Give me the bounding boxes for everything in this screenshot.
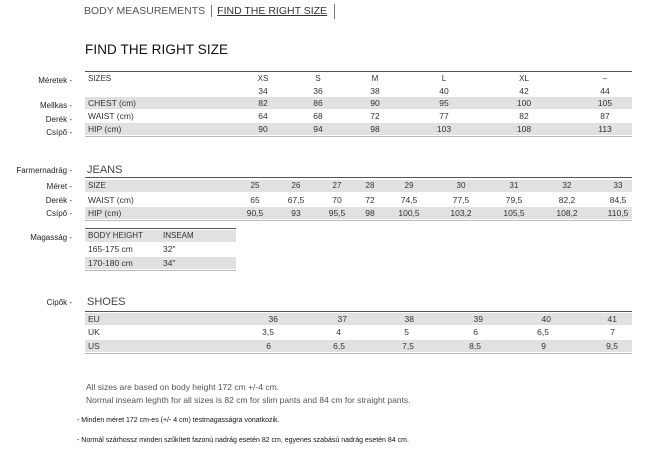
table-cell: 27 bbox=[332, 181, 342, 190]
table-cell: 7,5 bbox=[402, 341, 414, 351]
table-cell: 7 bbox=[610, 327, 615, 337]
table-cell: 67,5 bbox=[287, 195, 305, 205]
table-cell: 70 bbox=[332, 195, 342, 205]
table-row bbox=[85, 123, 632, 135]
inseam-value: 34" bbox=[163, 258, 176, 268]
note-hu-inseam-length: - Normál szárhossz minden szűkített fazonú nadrág esetén 82 cm, egyenes szabású nadrág esetén 84 cm. bbox=[77, 437, 409, 444]
table-cell: 108 bbox=[516, 124, 532, 134]
table-cell: 105 bbox=[597, 98, 613, 108]
table-cell: 5 bbox=[404, 327, 409, 337]
side-label-derek-jeans: Derék - bbox=[45, 196, 72, 205]
size-header: XL bbox=[519, 74, 529, 83]
table-cell: 65 bbox=[250, 195, 260, 205]
size-header: S bbox=[315, 74, 321, 83]
row-label: US bbox=[88, 341, 100, 351]
inseam-height: 165-175 cm bbox=[88, 244, 133, 254]
table-cell: 28 bbox=[365, 181, 375, 190]
table-cell: 98 bbox=[370, 124, 380, 134]
table-bottom-rule bbox=[85, 136, 632, 137]
row-label: WAIST (cm) bbox=[88, 195, 134, 205]
table-cell: 72 bbox=[370, 111, 380, 121]
size-number: 42 bbox=[519, 86, 529, 96]
table-cell: 108,2 bbox=[556, 208, 578, 218]
table-cell: 32 bbox=[562, 181, 572, 190]
shoes-bottom-rule bbox=[85, 353, 632, 354]
size-number: 34 bbox=[258, 86, 268, 96]
table-row bbox=[85, 97, 632, 109]
table-cell: 113 bbox=[598, 124, 612, 134]
row-label: HIP (cm) bbox=[88, 124, 122, 134]
table-cell: 9 bbox=[541, 341, 546, 351]
table-cell: 82 bbox=[258, 98, 268, 108]
size-number: 40 bbox=[439, 86, 449, 96]
table-cell: 90 bbox=[370, 98, 380, 108]
table-cell: 9,5 bbox=[606, 341, 618, 351]
row-label: EU bbox=[88, 314, 100, 324]
table-cell: 93 bbox=[291, 208, 301, 218]
table-cell: 98 bbox=[365, 208, 375, 218]
table-cell: 3,5 bbox=[262, 327, 274, 337]
shoes-top-rule bbox=[85, 311, 632, 312]
inseam-top-rule bbox=[85, 228, 236, 229]
inseam-row bbox=[85, 243, 236, 255]
jeans-title: JEANS bbox=[87, 164, 123, 176]
table-cell: 41 bbox=[607, 314, 617, 324]
size-header: XS bbox=[257, 74, 269, 83]
shoes-row-us bbox=[85, 340, 632, 352]
table-cell: 74,5 bbox=[400, 195, 418, 205]
table-cell: 77,5 bbox=[452, 195, 470, 205]
table-cell: 103 bbox=[436, 124, 452, 134]
table-cell: 90,5 bbox=[246, 208, 264, 218]
inseam-row bbox=[85, 257, 236, 269]
size-header: L bbox=[441, 74, 447, 83]
table-cell: 39 bbox=[473, 314, 483, 324]
jeans-hip-row bbox=[85, 207, 632, 219]
table-cell: 77 bbox=[439, 111, 449, 121]
table-cell: 95,5 bbox=[328, 208, 346, 218]
table-cell: 100 bbox=[516, 98, 532, 108]
table-cell: 4 bbox=[336, 327, 341, 337]
side-label-cipok: Cipők - bbox=[46, 298, 72, 307]
table-cell: 6 bbox=[266, 341, 271, 351]
inseam-header-row bbox=[85, 230, 236, 242]
table-cell: 79,5 bbox=[505, 195, 523, 205]
table-cell: 84,5 bbox=[609, 195, 627, 205]
table-cell: 110,5 bbox=[607, 208, 629, 218]
inseam-value: 32" bbox=[163, 244, 176, 254]
table-cell: 95 bbox=[439, 98, 449, 108]
table-cell: 37 bbox=[337, 314, 347, 324]
row-label: WAIST (cm) bbox=[88, 111, 134, 121]
table-cell: 36 bbox=[268, 314, 278, 324]
tab-find-the-right-size[interactable]: FIND THE RIGHT SIZE bbox=[211, 5, 333, 17]
table-cell: 8,5 bbox=[469, 341, 481, 351]
size-header: M bbox=[371, 74, 379, 83]
jeans-waist-row bbox=[85, 194, 632, 206]
row-label: SIZE bbox=[88, 181, 106, 190]
tab-body-measurements[interactable]: BODY MEASUREMENTS bbox=[84, 5, 206, 17]
sizes-header: SIZES bbox=[88, 74, 112, 83]
table-cell: 26 bbox=[291, 181, 301, 190]
table-cell: 64 bbox=[258, 111, 268, 121]
table-cell: 105,5 bbox=[503, 208, 525, 218]
note-hu-body-height: - Minden méret 172 cm-es (+/- 4 cm) testmagasságra vonatkozik. bbox=[77, 417, 280, 424]
side-label-csipo-jeans: Csípő - bbox=[46, 209, 72, 218]
table-cell: 25 bbox=[250, 181, 260, 190]
row-label: CHEST (cm) bbox=[88, 98, 137, 108]
note-inseam-length: Normal inseam leghth for all sizes is 82 cm for slim pants and 84 cm for straight pants. bbox=[86, 395, 411, 405]
side-label-csipo: Csípő - bbox=[46, 128, 72, 137]
note-body-height: All sizes are based on body height 172 cm +/-4 cm. bbox=[86, 382, 280, 392]
table-top-rule bbox=[85, 71, 632, 72]
inseam-header-height: BODY HEIGHT bbox=[88, 231, 143, 240]
tab-divider bbox=[334, 4, 335, 19]
table-cell: 33 bbox=[613, 181, 623, 190]
side-label-farmernadrag: Farmernadrág - bbox=[16, 166, 72, 175]
jeans-bottom-rule bbox=[85, 220, 632, 221]
table-row bbox=[85, 110, 632, 122]
inseam-header-inseam: INSEAM bbox=[163, 231, 194, 240]
side-label-meretek: Méretek - bbox=[38, 76, 72, 85]
table-row bbox=[85, 85, 632, 97]
jeans-top-rule bbox=[85, 177, 632, 178]
shoes-title: SHOES bbox=[87, 296, 126, 308]
jeans-size-row bbox=[85, 180, 632, 192]
size-number: 44 bbox=[600, 86, 610, 96]
row-label: HIP (cm) bbox=[88, 208, 122, 218]
table-cell: 30 bbox=[456, 181, 466, 190]
table-header-row bbox=[85, 73, 632, 85]
inseam-bottom-rule bbox=[85, 270, 236, 271]
page-title: FIND THE RIGHT SIZE bbox=[85, 42, 229, 57]
table-cell: 31 bbox=[509, 181, 519, 190]
size-number: 36 bbox=[313, 86, 323, 96]
size-number: 38 bbox=[370, 86, 380, 96]
side-label-meret: Méret - bbox=[46, 182, 72, 191]
table-cell: 103,2 bbox=[450, 208, 472, 218]
table-cell: 6,5 bbox=[537, 327, 549, 337]
tab-bar bbox=[84, 3, 335, 19]
shoes-row-uk bbox=[85, 326, 632, 338]
table-cell: 82 bbox=[519, 111, 529, 121]
side-label-derek: Derék - bbox=[45, 115, 72, 124]
table-cell: 87 bbox=[600, 111, 610, 121]
side-label-magassag: Magasság - bbox=[30, 233, 72, 242]
side-label-mellkas: Mellkas - bbox=[39, 101, 72, 110]
table-cell: 40 bbox=[541, 314, 551, 324]
size-header: – bbox=[602, 74, 608, 83]
table-cell: 6,5 bbox=[333, 341, 345, 351]
table-cell: 100,5 bbox=[398, 208, 420, 218]
table-cell: 90 bbox=[258, 124, 268, 134]
table-cell: 86 bbox=[313, 98, 323, 108]
table-cell: 72 bbox=[365, 195, 375, 205]
inseam-height: 170-180 cm bbox=[88, 258, 133, 268]
row-label: UK bbox=[88, 327, 100, 337]
table-cell: 68 bbox=[313, 111, 323, 121]
table-cell: 29 bbox=[404, 181, 414, 190]
table-cell: 82,2 bbox=[558, 195, 576, 205]
table-cell: 38 bbox=[404, 314, 414, 324]
table-cell: 94 bbox=[313, 124, 323, 134]
shoes-row-eu bbox=[85, 313, 632, 325]
table-cell: 6 bbox=[473, 327, 478, 337]
